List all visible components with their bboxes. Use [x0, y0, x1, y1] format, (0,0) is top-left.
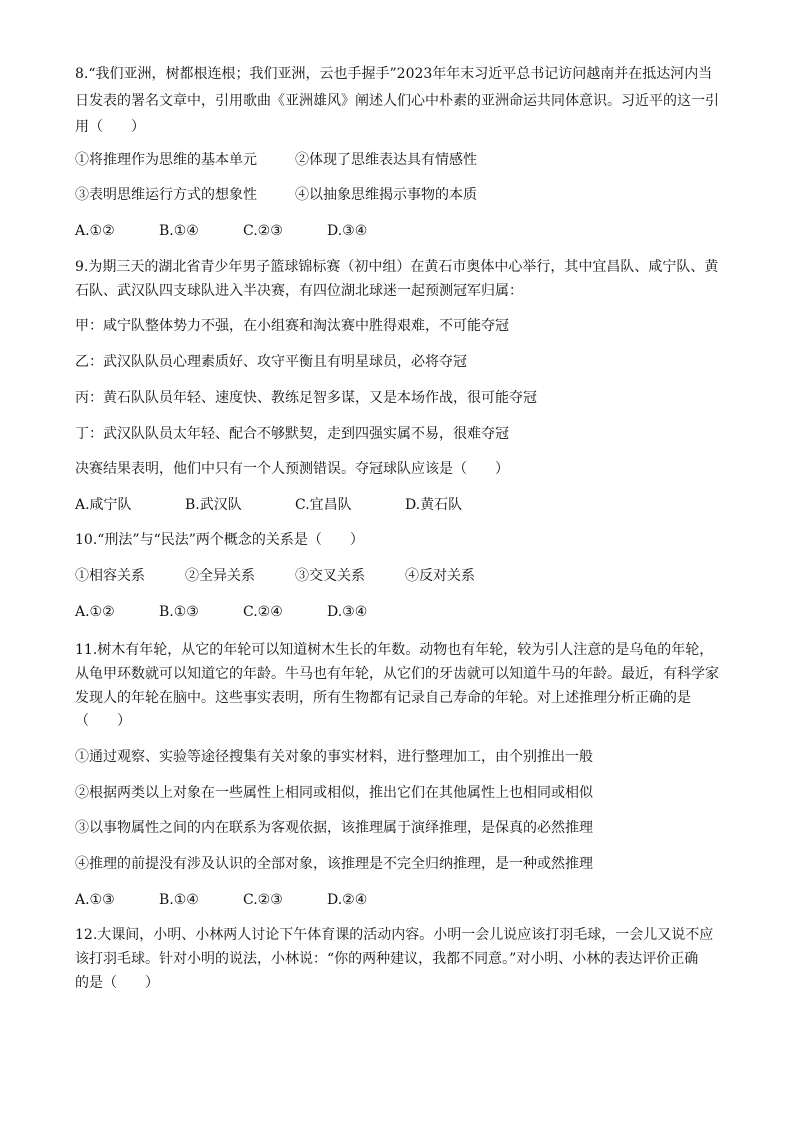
q9-statement-bing: 丙：黄石队队员年轻、速度快、教练足智多谋，又是本场作战，很可能夺冠: [75, 390, 537, 406]
q10-choices: [75, 602, 367, 622]
q9-choice-b: B.武汉队: [185, 497, 242, 513]
q11-stem-line-4: （ ）: [75, 713, 131, 729]
q12-stem-line-3: 的是（ ）: [75, 975, 159, 991]
q11-stem-line-1: 11.树木有年轮，从它的年轮可以知道树木生长的年数。动物也有年轮，较为引人注意的是乌龟的年轮，: [75, 642, 714, 658]
q11-choice-c: C.②③: [243, 892, 283, 908]
q8-choice-a: A.①②: [75, 223, 115, 239]
q8-choice-b: B.①④: [159, 223, 199, 239]
q11-choice-b: B.①④: [159, 892, 199, 908]
q11-stem-line-3: 发现人的年轮在脑中。这些事实表明，所有生物都有记录自己寿命的年轮。对上述推理分析正确的是: [75, 690, 691, 706]
q9-choices: [75, 495, 462, 515]
q11-choice-a: A.①③: [75, 892, 115, 908]
q10-item-4: ④反对关系: [405, 568, 475, 584]
q10-item-1: ①相容关系: [75, 568, 145, 584]
q11-item-1: ①通过观察、实验等途径搜集有关对象的事实材料，进行整理加工，由个别推出一般: [75, 749, 593, 765]
q8-stem-line-1: 8.“我们亚洲，树都根连根；我们亚洲，云也手握手”2023年年末习近平总书记访问越南并在抵达河内当: [75, 66, 713, 82]
q11-choices: [75, 890, 367, 910]
q8-item-1: ①将推理作为思维的基本单元: [75, 152, 257, 168]
q9-statement-ding: 丁：武汉队队员太年轻、配合不够默契，走到四强实属不易，很难夺冠: [75, 426, 509, 442]
q10-items: [75, 566, 475, 586]
q10-choice-a: A.①②: [75, 604, 115, 620]
q10-choice-b: B.①③: [159, 604, 199, 620]
q9-stem-line-2: 石队、武汉队四支球队进入半决赛，有四位湖北球迷一起预测冠军归属：: [75, 283, 523, 299]
q11-item-2: ②根据两类以上对象在一些属性上相同或相似，推出它们在其他属性上也相同或相似: [75, 785, 593, 801]
q8-item-3: ③表明思维运行方式的想象性: [75, 187, 257, 203]
q8-stem-line-3: 用（ ）: [75, 119, 145, 135]
q8-item-4: ④以抽象思维揭示事物的本质: [295, 187, 477, 203]
q9-statement-yi: 乙：武汉队队员心理素质好、攻守平衡且有明星球员，必将夺冠: [75, 354, 467, 370]
q11-choice-d: D.②④: [327, 892, 368, 908]
q8-stem-line-2: 日发表的署名文章中，引用歌曲《亚洲雄风》阐述人们心中朴素的亚洲命运共同体意识。习近平的这一引: [75, 93, 719, 109]
q9-choice-a: A.咸宁队: [75, 497, 132, 513]
q10-item-2: ②全异关系: [185, 568, 255, 584]
q9-stem-line-1: 9.为期三天的湖北省青少年男子篮球锦标赛（初中组）在黄石市奥体中心举行，其中宜昌队、咸宁队、黄: [75, 259, 719, 275]
q8-item-2: ②体现了思维表达具有情感性: [295, 152, 477, 168]
q9-choice-c: C.宜昌队: [295, 497, 352, 513]
q12-stem-line-1: 12.大课间，小明、小林两人讨论下午体育课的活动内容。小明一会儿说应该打羽毛球，一会儿又说不应: [75, 927, 714, 943]
q8-choice-d: D.③④: [327, 223, 368, 239]
q8-choice-c: C.②③: [243, 223, 283, 239]
q9-statement-jia: 甲：咸宁队整体势力不强，在小组赛和淘汰赛中胜得艰难，不可能夺冠: [75, 318, 509, 334]
q8-items-row-1: [75, 150, 477, 170]
q11-item-3: ③以事物属性之间的内在联系为客观依据，该推理属于演绎推理，是保真的必然推理: [75, 820, 593, 836]
q12-stem-line-2: 该打羽毛球。针对小明的说法，小林说：“你的两种建议，我都不同意。”对小明、小林的表达评价正确: [75, 951, 699, 967]
q10-choice-d: D.③④: [327, 604, 368, 620]
q11-stem-line-2: 从龟甲环数就可以知道它的年龄。牛马也有年轮，从它们的牙齿就可以知道牛马的年龄。最近，有科学家: [75, 666, 719, 682]
q8-choices: [75, 221, 367, 241]
q11-item-4: ④推理的前提没有涉及认识的全部对象，该推理是不完全归纳推理，是一种或然推理: [75, 856, 593, 872]
q9-conclusion: 决赛结果表明，他们中只有一个人预测错误。夺冠球队应该是（ ）: [75, 461, 509, 477]
q8-items-row-2: [75, 185, 477, 205]
q10-item-3: ③交叉关系: [295, 568, 365, 584]
q10-stem: 10.“刑法”与“民法”两个概念的关系是（ ）: [75, 532, 364, 548]
q9-choice-d: D.黄石队: [405, 497, 463, 513]
q10-choice-c: C.②④: [243, 604, 283, 620]
